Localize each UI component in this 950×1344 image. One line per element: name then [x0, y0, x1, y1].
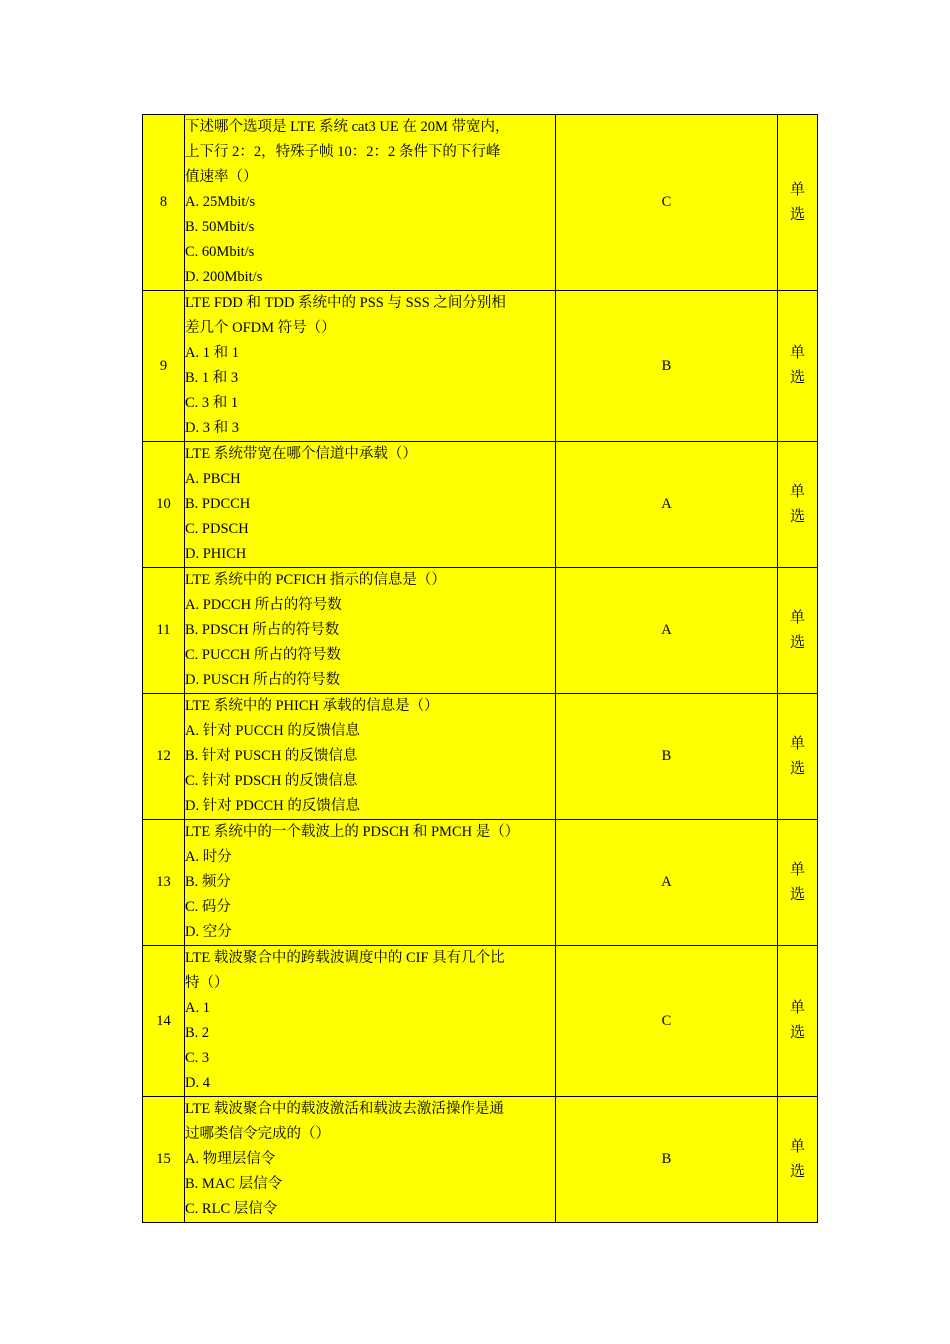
- question-line: A. 1: [185, 1000, 210, 1016]
- question-type-char: 选: [789, 760, 805, 777]
- question-type-char: 单: [789, 735, 805, 752]
- question-line: 过哪类信令完成的（）: [185, 1126, 330, 1142]
- question-type-cell: [778, 115, 818, 291]
- question-line: 特（）: [185, 975, 229, 991]
- question-line: D. PHICH: [185, 546, 247, 562]
- answer-cell: B: [556, 694, 778, 820]
- question-line: 差几个 OFDM 符号（）: [185, 320, 336, 336]
- question-line: B. PDCCH: [185, 496, 251, 512]
- question-line: A. 25Mbit/s: [185, 194, 256, 210]
- question-type-char: 单: [789, 345, 805, 361]
- question-number: 8: [143, 115, 185, 291]
- question-type-char: 选: [789, 1163, 805, 1180]
- question-line: C. 码分: [185, 899, 231, 915]
- question-line: A. 针对 PUCCH 的反馈信息: [185, 723, 360, 739]
- question-line: 值速率（）: [185, 169, 258, 185]
- question-row: [143, 568, 818, 694]
- question-line: A. PDCCH 所占的符号数: [185, 597, 342, 613]
- question-line: C. RLC 层信令: [185, 1201, 278, 1217]
- question-stem-line: LTE FDD 和 TDD 系统中的 PSS 与 SSS 之间分别相: [185, 295, 506, 311]
- question-row: [143, 442, 818, 568]
- question-row: [143, 1097, 818, 1223]
- question-type-char: 单: [789, 181, 805, 198]
- question-text-cell: [185, 291, 556, 442]
- question-line: 上下行 2：2，特殊子帧 10：2：2 条件下的下行峰: [185, 144, 501, 160]
- question-row: [143, 946, 818, 1097]
- question-row: [143, 291, 818, 442]
- question-stem-line: LTE 系统带宽在哪个信道中承载（）: [185, 446, 417, 462]
- question-text-cell: [185, 820, 556, 946]
- question-line: C. 3 和 1: [185, 395, 239, 411]
- question-type-char: 选: [789, 634, 805, 651]
- question-type-cell: [778, 946, 818, 1097]
- question-type-char: 选: [789, 206, 805, 223]
- question-line: D. 4: [185, 1075, 210, 1091]
- question-text-cell: [185, 946, 556, 1097]
- question-line: B. MAC 层信令: [185, 1176, 283, 1192]
- question-table-body: [143, 115, 818, 1223]
- question-type-cell: [778, 820, 818, 946]
- question-line: C. PUCCH 所占的符号数: [185, 647, 341, 663]
- question-line: C. 3: [185, 1050, 210, 1066]
- question-number: 9: [143, 291, 185, 442]
- question-line: B. 50Mbit/s: [185, 219, 255, 235]
- question-line: B. 针对 PUSCH 的反馈信息: [185, 748, 358, 764]
- question-row: [143, 115, 818, 291]
- answer-cell: A: [556, 442, 778, 568]
- question-line: D. 3 和 3: [185, 420, 239, 436]
- question-line: C. PDSCH: [185, 521, 249, 537]
- answer-cell: B: [556, 291, 778, 442]
- question-number: 10: [143, 442, 185, 568]
- question-type-cell: [778, 568, 818, 694]
- question-number: 14: [143, 946, 185, 1097]
- question-type-char: 单: [789, 1138, 805, 1155]
- question-stem-line: LTE 载波聚合中的跨载波调度中的 CIF 具有几个比: [185, 950, 505, 966]
- question-line: C. 针对 PDSCH 的反馈信息: [185, 773, 358, 789]
- question-text-cell: [185, 115, 556, 291]
- answer-cell: A: [556, 568, 778, 694]
- question-line: D. 200Mbit/s: [185, 269, 263, 285]
- question-type-char: 选: [789, 508, 805, 525]
- question-type-cell: [778, 1097, 818, 1223]
- question-line: A. PBCH: [185, 471, 241, 487]
- answer-cell: B: [556, 1097, 778, 1223]
- question-line: A. 物理层信令: [185, 1151, 276, 1167]
- answer-cell: C: [556, 946, 778, 1097]
- question-type-char: 单: [789, 861, 805, 878]
- question-type-cell: [778, 442, 818, 568]
- question-text-cell: [185, 568, 556, 694]
- question-line: B. PDSCH 所占的符号数: [185, 622, 340, 638]
- answer-cell: C: [556, 115, 778, 291]
- question-number: 11: [143, 568, 185, 694]
- question-type-char: 选: [789, 370, 805, 386]
- question-line: D. 针对 PDCCH 的反馈信息: [185, 798, 360, 814]
- question-number: 12: [143, 694, 185, 820]
- question-stem-line: LTE 系统中的 PHICH 承载的信息是（）: [185, 698, 439, 714]
- question-line: C. 60Mbit/s: [185, 244, 255, 260]
- question-text-cell: [185, 694, 556, 820]
- question-line: D. PUSCH 所占的符号数: [185, 672, 341, 688]
- question-line: A. 1 和 1: [185, 345, 239, 361]
- question-line: A. 时分: [185, 849, 232, 865]
- question-type-char: 单: [789, 609, 805, 626]
- question-type-char: 选: [789, 886, 805, 903]
- question-number: 15: [143, 1097, 185, 1223]
- question-type-char: 单: [789, 483, 805, 500]
- answer-cell: A: [556, 820, 778, 946]
- question-line: B. 频分: [185, 874, 231, 890]
- question-line: D. 空分: [185, 924, 232, 940]
- question-stem-line: LTE 系统中的 PCFICH 指示的信息是（）: [185, 572, 446, 588]
- question-number: 13: [143, 820, 185, 946]
- question-line: B. 1 和 3: [185, 370, 239, 386]
- question-type-cell: [778, 291, 818, 442]
- question-stem-line: 下述哪个选项是 LTE 系统 cat3 UE 在 20M 带宽内，: [185, 119, 510, 135]
- question-stem-line: LTE 载波聚合中的载波激活和载波去激活操作是通: [185, 1101, 504, 1117]
- question-row: [143, 820, 818, 946]
- question-table: [142, 114, 818, 1223]
- question-type-char: 单: [789, 1000, 805, 1016]
- question-type-char: 选: [789, 1025, 805, 1041]
- question-row: [143, 694, 818, 820]
- question-text-cell: [185, 442, 556, 568]
- question-text-cell: [185, 1097, 556, 1223]
- question-line: B. 2: [185, 1025, 210, 1041]
- question-type-cell: [778, 694, 818, 820]
- question-stem-line: LTE 系统中的一个载波上的 PDSCH 和 PMCH 是（）: [185, 824, 520, 840]
